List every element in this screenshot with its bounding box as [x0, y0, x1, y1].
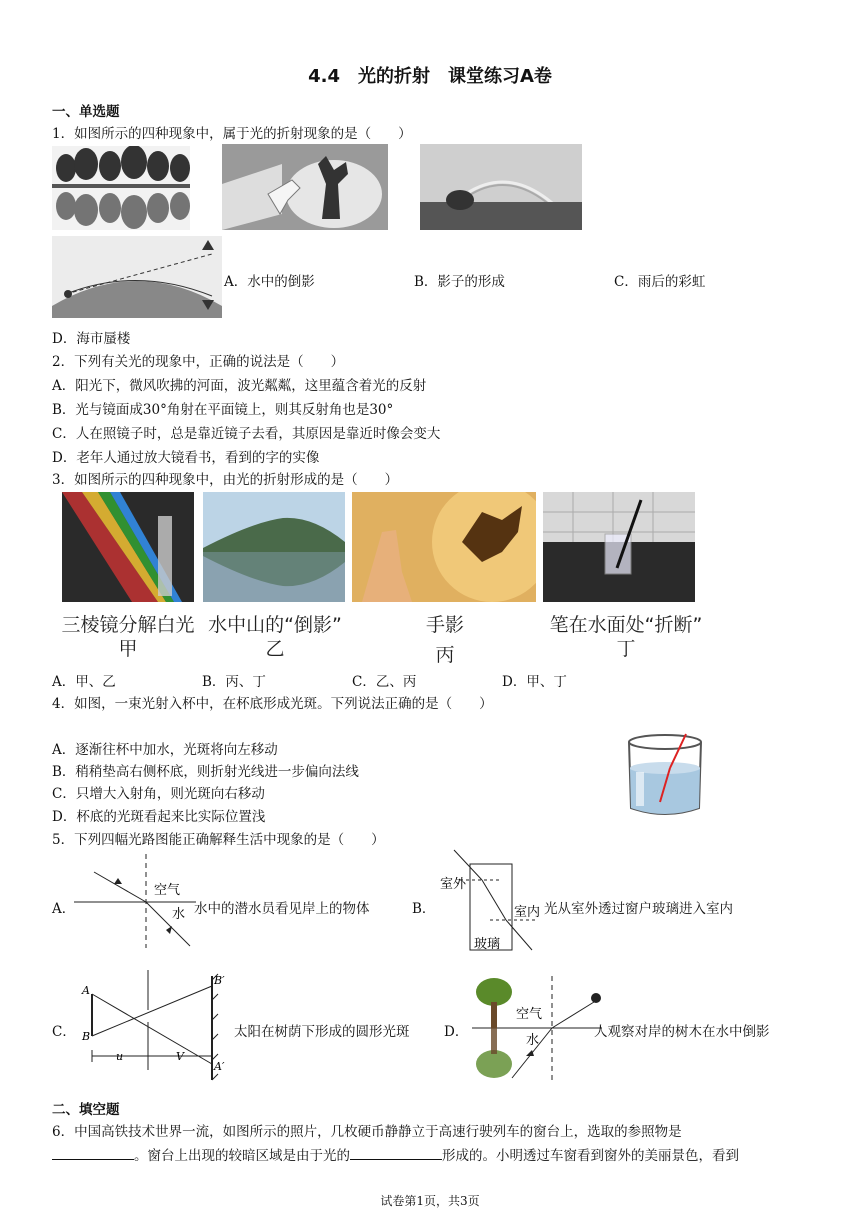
q3-caption-1-label: 甲	[118, 638, 138, 660]
q5-option-b-text: 光从室外透过窗户玻璃进入室内	[544, 901, 733, 917]
q2-option-d: D．老年人通过放大镜看书，看到的字的实像	[52, 450, 320, 466]
q6-blank-2[interactable]	[350, 1147, 442, 1160]
q4-option-d: D．杯底的光斑看起来比实际位置浅	[52, 809, 266, 825]
q4-option-a: A．逐渐往杯中加水，光斑将向左移动	[52, 742, 278, 758]
q5b-glass-label: 玻璃	[474, 937, 501, 952]
q3-caption-2-label: 乙	[265, 638, 285, 660]
q5c-b-label: B	[82, 1030, 91, 1043]
q3-image-pencil-water	[543, 492, 695, 602]
q6-line2	[52, 1144, 739, 1164]
q4-option-b: B．稍稍垫高右侧杯底，则折射光线进一步偏向法线	[52, 764, 359, 780]
q5-option-a-text: 水中的潜水员看见岸上的物体	[194, 901, 370, 917]
q5c-v-label: V	[176, 1050, 184, 1063]
q3-image-mountain	[203, 492, 345, 602]
q6-line2b: 形成的。小明透过车窗看到窗外的美丽景色，看到	[442, 1148, 739, 1164]
section-heading-fill-in: 二、填空题	[52, 1102, 120, 1118]
q3-option-d: D．甲、丁	[502, 674, 567, 690]
q5b-indoor-label: 室内	[514, 905, 541, 920]
q5-option-d-label: D．	[444, 1024, 469, 1040]
q2-option-c: C．人在照镜子时，总是靠近镜子去看，其原因是靠近时像会变大	[52, 426, 441, 442]
q2-option-a: A．阳光下，微风吹拂的河面，波光粼粼，这里蕴含着光的反射	[52, 378, 427, 394]
q5d-air-label: 空气	[516, 1007, 543, 1022]
q5-stem: 5．下列四幅光路图能正确解释生活中现象的是（ ）	[52, 832, 385, 848]
page-footer: 试卷第1页，共3页	[380, 1194, 480, 1208]
q5-diagram-d	[472, 974, 602, 1084]
q5c-a-label: A	[82, 984, 90, 997]
q5a-water-label: 水	[172, 907, 186, 922]
q3-image-prism	[62, 492, 194, 602]
q3-caption-4: 笔在水面处“折断”	[549, 614, 703, 636]
q5c-a2-label: A′	[214, 1060, 225, 1073]
q3-option-c: C．乙、丙	[352, 674, 417, 690]
q6-line1: 6．中国高铁技术世界一流，如图所示的照片，几枚硬币静静立于高速行驶列车的窗台上，选取的参照物是	[52, 1124, 682, 1140]
q3-stem: 3．如图所示的四种现象中，由光的折射形成的是（ ）	[52, 472, 399, 488]
q5-option-c-label: C．	[52, 1024, 76, 1040]
q2-option-b: B．光与镜面成30°角射在平面镜上，则其反射角也是30°	[52, 402, 394, 418]
q6-line2a: 。窗台上出现的较暗区域是由于光的	[134, 1148, 350, 1164]
q5c-u-label: u	[116, 1050, 124, 1063]
section-heading-single-choice: 一、单选题	[52, 104, 120, 120]
q5-diagram-b	[440, 846, 550, 956]
q3-caption-3-label: 丙	[435, 644, 455, 666]
q1-image-shadow	[222, 144, 388, 230]
q3-option-b: B．丙、丁	[202, 674, 266, 690]
q5-option-b-label: B．	[412, 901, 436, 917]
q1-image-mirage	[52, 236, 222, 318]
q2-stem: 2．下列有关光的现象中，正确的说法是（ ）	[52, 354, 345, 370]
q5-option-a-label: A．	[52, 901, 76, 917]
q1-image-rainbow	[420, 144, 582, 230]
q6-blank-1[interactable]	[52, 1147, 134, 1160]
q3-caption-3: 手影	[425, 614, 464, 636]
q1-image-reflection	[52, 146, 190, 230]
q4-image-beaker	[624, 732, 706, 818]
q5-diagram-c	[78, 970, 228, 1084]
q3-caption-2: 水中山的“倒影”	[208, 614, 342, 636]
q4-stem: 4．如图，一束光射入杯中，在杯底形成光斑。下列说法正确的是（ ）	[52, 696, 493, 712]
q5c-b2-label: B′	[214, 974, 225, 987]
q1-option-d: D．海市蜃楼	[52, 331, 131, 347]
q5a-air-label: 空气	[154, 883, 181, 898]
q5-option-d-text: 人观察对岸的树木在水中倒影	[594, 1024, 770, 1040]
q5-option-c-text: 太阳在树荫下形成的圆形光斑	[234, 1024, 410, 1040]
q4-option-c: C．只增大入射角，则光斑向右移动	[52, 786, 265, 802]
q5-diagram-a	[74, 854, 196, 948]
q3-caption-1: 三棱镜分解白光	[61, 614, 195, 636]
q1-option-b: B．影子的形成	[414, 274, 505, 290]
q5d-water-label: 水	[526, 1033, 540, 1048]
q1-option-a: A．水中的倒影	[224, 274, 315, 290]
q1-stem: 1．如图所示的四种现象中，属于光的折射现象的是（ ）	[52, 126, 412, 142]
q1-option-c: C．雨后的彩虹	[614, 274, 706, 290]
page-title: 4.4 光的折射 课堂练习A卷	[308, 66, 552, 87]
q3-caption-4-label: 丁	[616, 638, 636, 660]
q5b-outdoor-label: 室外	[440, 877, 467, 892]
q3-image-hand-shadow	[352, 492, 536, 602]
q3-option-a: A．甲、乙	[52, 674, 116, 690]
